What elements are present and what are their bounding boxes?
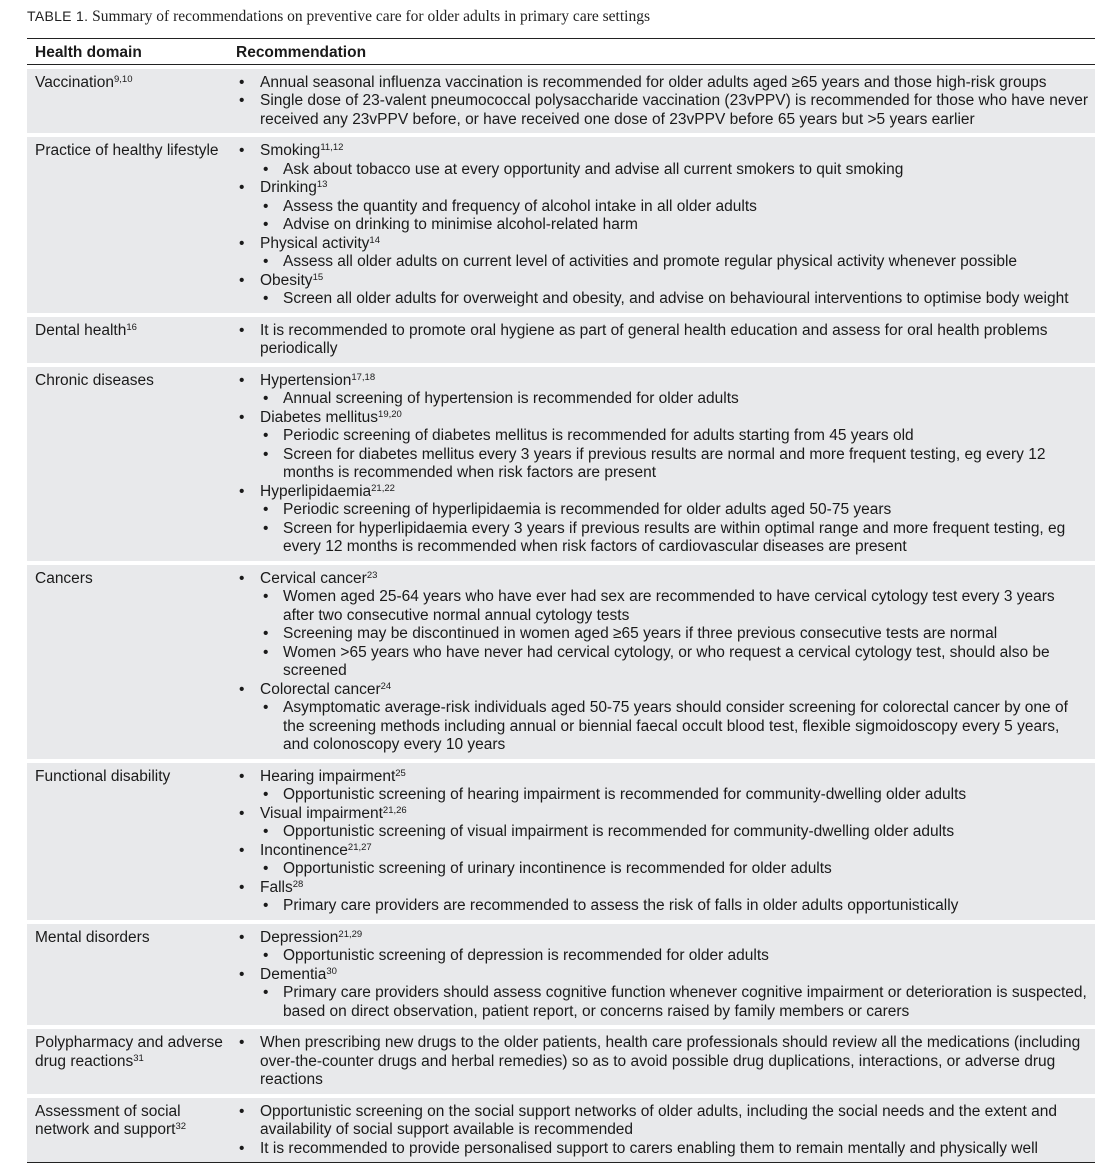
sub-recommendation-text: Assess all older adults on current level of activities and promote regular physical activity whenever possible bbox=[283, 253, 1018, 270]
table-body bbox=[27, 69, 1095, 1164]
sub-recommendation-item bbox=[260, 699, 1089, 755]
table-row bbox=[27, 137, 1095, 313]
recommendation-text: It is recommended to promote oral hygiene as part of general health education and assess for oral health problems periodically bbox=[260, 321, 1048, 357]
recommendation-item bbox=[236, 235, 1089, 272]
recommendation-cell bbox=[232, 137, 1095, 313]
recommendation-list bbox=[236, 372, 1089, 557]
recommendation-list bbox=[236, 768, 1089, 916]
sub-recommendation-item bbox=[260, 253, 1089, 272]
recommendation-item bbox=[236, 1034, 1089, 1090]
sub-recommendation-text: Opportunistic screening of hearing impairment is recommended for community-dwelling older adults bbox=[283, 786, 967, 803]
sub-recommendation-text: Asymptomatic average-risk individuals aged 50-75 years should consider screening for colorectal cancer by one of the screening methods including annual or biennial faecal occult blood test, flexible sigmoidoscopy every 5 years, and colonoscopy every 10 years bbox=[283, 699, 1068, 753]
recommendation-item bbox=[236, 142, 1089, 179]
reference-superscript: 21,29 bbox=[338, 928, 363, 940]
sub-recommendation-item bbox=[260, 427, 1089, 446]
sub-recommendation-list bbox=[260, 427, 1089, 483]
table-row bbox=[27, 1098, 1095, 1164]
sub-recommendation-text: Periodic screening of diabetes mellitus is recommended for adults starting from 45 years old bbox=[283, 427, 914, 444]
sub-recommendation-text: Annual screening of hypertension is recommended for older adults bbox=[283, 390, 739, 407]
health-domain: Vaccination bbox=[35, 73, 114, 91]
health-domain-cell bbox=[27, 1029, 232, 1094]
sub-recommendation-item bbox=[260, 390, 1089, 409]
recommendation-item bbox=[236, 879, 1089, 916]
recommendation-cell bbox=[232, 1098, 1095, 1164]
reference-superscript: 9,10 bbox=[113, 73, 133, 85]
sub-recommendation-item bbox=[260, 644, 1089, 681]
table-row bbox=[27, 69, 1095, 134]
sub-recommendation-list bbox=[260, 786, 1089, 805]
recommendation-text: Cervical cancer bbox=[260, 569, 367, 587]
recommendation-item bbox=[236, 1103, 1089, 1140]
recommendation-cell bbox=[232, 565, 1095, 759]
sub-recommendation-text: Women >65 years who have never had cervical cytology, or who request a cervical cytology test, should also be screened bbox=[283, 643, 1050, 679]
recommendation-item bbox=[236, 681, 1089, 755]
reference-superscript: 21,26 bbox=[382, 804, 407, 816]
recommendation-text: Visual impairment bbox=[260, 804, 383, 822]
recommendation-item bbox=[236, 409, 1089, 483]
sub-recommendation-item bbox=[260, 823, 1089, 842]
sub-recommendation-text: Screen all older adults for overweight and obesity, and advise on behavioural interventions to optimise body weight bbox=[283, 290, 1069, 307]
recommendation-item bbox=[236, 842, 1089, 879]
recommendation-cell bbox=[232, 317, 1095, 363]
health-domain: Assessment of social network and support bbox=[35, 1102, 181, 1138]
sub-recommendation-text: Periodic screening of hyperlipidaemia is recommended for older adults aged 50-75 years bbox=[283, 501, 892, 518]
sub-recommendation-item bbox=[260, 588, 1089, 625]
recommendation-text: Depression bbox=[260, 928, 339, 946]
sub-recommendation-item bbox=[260, 786, 1089, 805]
sub-recommendation-text: Opportunistic screening of visual impairment is recommended for community-dwelling older adults bbox=[283, 823, 955, 840]
sub-recommendation-item bbox=[260, 625, 1089, 644]
recommendation-list bbox=[236, 570, 1089, 755]
recommendation-item bbox=[236, 322, 1089, 359]
recommendation-item bbox=[236, 570, 1089, 681]
table-row bbox=[27, 367, 1095, 561]
health-domain: Chronic diseases bbox=[35, 371, 154, 389]
recommendation-item bbox=[236, 1140, 1089, 1159]
recommendation-text: Hypertension bbox=[260, 371, 352, 389]
health-domain-cell bbox=[27, 565, 232, 759]
table-row bbox=[27, 565, 1095, 759]
recommendation-list bbox=[236, 74, 1089, 130]
reference-superscript: 21,22 bbox=[371, 482, 395, 494]
table-title: Summary of recommendations on preventive care for older adults in primary care settings bbox=[92, 8, 650, 25]
recommendation-item bbox=[236, 272, 1089, 309]
recommendation-item bbox=[236, 929, 1089, 966]
health-domain-cell bbox=[27, 317, 232, 363]
sub-recommendation-text: Primary care providers should assess cognitive function whenever cognitive impairment or deterioration is suspected, based on direct observation, patient report, or concerns raised by family members or carers bbox=[283, 984, 1087, 1020]
sub-recommendation-text: Screening may be discontinued in women aged ≥65 years if three previous consecutive tests are normal bbox=[283, 625, 998, 642]
sub-recommendation-list bbox=[260, 897, 1089, 916]
reference-superscript: 16 bbox=[126, 321, 137, 333]
sub-recommendation-item bbox=[260, 520, 1089, 557]
recommendation-item bbox=[236, 179, 1089, 235]
recommendation-text: Annual seasonal influenza vaccination is recommended for older adults aged ≥65 years and those high-risk groups bbox=[260, 73, 1047, 91]
table-row bbox=[27, 924, 1095, 1026]
reference-superscript: 30 bbox=[326, 965, 337, 977]
sub-recommendation-list bbox=[260, 588, 1089, 681]
recommendation-text: Diabetes mellitus bbox=[260, 408, 379, 426]
recommendation-cell bbox=[232, 69, 1095, 134]
reference-superscript: 24 bbox=[380, 680, 392, 692]
health-domain-cell bbox=[27, 367, 232, 561]
recommendation-text: Smoking bbox=[260, 142, 321, 159]
sub-recommendation-text: Opportunistic screening of urinary incontinence is recommended for older adults bbox=[283, 860, 832, 877]
recommendation-item bbox=[236, 768, 1089, 805]
sub-recommendation-list bbox=[260, 290, 1089, 309]
health-domain: Functional disability bbox=[35, 767, 171, 785]
sub-recommendation-text: Ask about tobacco use at every opportunity and advise all current smokers to quit smoking bbox=[283, 160, 904, 178]
reference-superscript: 28 bbox=[292, 878, 304, 890]
sub-recommendation-list bbox=[260, 947, 1089, 966]
recommendation-text: Colorectal cancer bbox=[260, 680, 381, 698]
sub-recommendation-item bbox=[260, 216, 1089, 235]
sub-recommendation-list bbox=[260, 860, 1089, 879]
recommendation-text: It is recommended to provide personalised support to carers enabling them to remain mentally and physically well bbox=[260, 1139, 1038, 1157]
recommendations-table bbox=[27, 34, 1095, 1167]
sub-recommendation-text: Opportunistic screening of depression is recommended for older adults bbox=[283, 947, 769, 964]
sub-recommendation-list bbox=[260, 390, 1089, 409]
recommendation-text: When prescribing new drugs to the older patients, health care professionals should review all the medications (including over-the-counter drugs and herbal remedies) so as to avoid possible drug duplications, interactions, or adverse drug reactions bbox=[260, 1034, 1081, 1088]
health-domain-cell bbox=[27, 763, 232, 920]
health-domain-cell bbox=[27, 1098, 232, 1164]
recommendation-text: Incontinence bbox=[260, 841, 348, 859]
sub-recommendation-text: Assess the quantity and frequency of alcohol intake in all older adults bbox=[283, 197, 757, 215]
health-domain: Polypharmacy and adverse drug reactions bbox=[35, 1034, 223, 1070]
recommendation-item bbox=[236, 483, 1089, 557]
reference-superscript: 25 bbox=[395, 767, 406, 779]
health-domain: Mental disorders bbox=[35, 928, 150, 946]
table-row bbox=[27, 1029, 1095, 1094]
reference-superscript: 17,18 bbox=[351, 371, 376, 383]
sub-recommendation-item bbox=[260, 446, 1089, 483]
table-row bbox=[27, 763, 1095, 920]
recommendation-text: Physical activity bbox=[260, 234, 370, 252]
recommendation-text: Drinking bbox=[260, 179, 317, 196]
sub-recommendation-list bbox=[260, 823, 1089, 842]
sub-recommendation-item bbox=[260, 290, 1089, 309]
sub-recommendation-list bbox=[260, 984, 1089, 1021]
header-row bbox=[27, 38, 1095, 65]
sub-recommendation-text: Screen for diabetes mellitus every 3 years if previous results are normal and more frequent testing, eg every 12 months is recommended when risk factors are present bbox=[283, 445, 1046, 481]
recommendation-text: Hearing impairment bbox=[260, 767, 396, 785]
sub-recommendation-item bbox=[260, 860, 1089, 879]
reference-superscript: 19,20 bbox=[378, 408, 402, 420]
health-domain: Practice of healthy lifestyle bbox=[35, 142, 219, 159]
reference-superscript: 31 bbox=[133, 1052, 144, 1064]
recommendation-list bbox=[236, 322, 1089, 359]
recommendation-cell bbox=[232, 924, 1095, 1026]
sub-recommendation-item bbox=[260, 161, 1089, 180]
reference-superscript: 14 bbox=[369, 234, 380, 246]
recommendation-text: Hyperlipidaemia bbox=[260, 482, 372, 500]
table-row bbox=[27, 317, 1095, 363]
recommendation-text: Opportunistic screening on the social support networks of older adults, including the social needs and the extent and availability of social support available is recommended bbox=[260, 1102, 1058, 1138]
recommendation-item bbox=[236, 92, 1089, 129]
reference-superscript: 21,27 bbox=[347, 841, 372, 853]
sub-recommendation-list bbox=[260, 501, 1089, 557]
table-caption bbox=[27, 8, 650, 26]
reference-superscript: 11,12 bbox=[320, 142, 344, 153]
reference-superscript: 13 bbox=[316, 179, 328, 190]
recommendation-list bbox=[236, 142, 1089, 309]
sub-recommendation-item bbox=[260, 897, 1089, 916]
recommendation-text: Falls bbox=[260, 878, 293, 896]
header-health-domain: Health domain bbox=[27, 38, 232, 65]
reference-superscript: 23 bbox=[366, 569, 378, 581]
sub-recommendation-item bbox=[260, 501, 1089, 520]
sub-recommendation-list bbox=[260, 161, 1089, 180]
sub-recommendation-text: Screen for hyperlipidaemia every 3 years if previous results are within optimal range and more frequent testing, eg every 12 months is recommended when risk factors of cardiovascular diseases are present bbox=[283, 519, 1066, 555]
recommendation-text: Obesity bbox=[260, 271, 313, 289]
recommendation-text: Single dose of 23-valent pneumococcal polysaccharide vaccination (23vPPV) is recommended for those who have never received any 23vPPV before, or have received one dose of 23vPPV before 65 years but >5 years earlier bbox=[260, 92, 1088, 128]
health-domain-cell bbox=[27, 69, 232, 134]
sub-recommendation-text: Advise on drinking to minimise alcohol-related harm bbox=[283, 216, 638, 233]
header-recommendation: Recommendation bbox=[232, 38, 1095, 65]
sub-recommendation-item bbox=[260, 947, 1089, 966]
sub-recommendation-list bbox=[260, 253, 1089, 272]
health-domain: Dental health bbox=[35, 321, 127, 339]
recommendation-list bbox=[236, 1103, 1089, 1159]
reference-superscript: 15 bbox=[312, 271, 324, 283]
reference-superscript: 32 bbox=[175, 1121, 187, 1132]
sub-recommendation-list bbox=[260, 699, 1089, 755]
recommendation-item bbox=[236, 966, 1089, 1022]
table-label: TABLE 1. bbox=[27, 8, 89, 24]
recommendation-item bbox=[236, 805, 1089, 842]
sub-recommendation-text: Primary care providers are recommended to assess the risk of falls in older adults opportunistically bbox=[283, 897, 959, 914]
sub-recommendation-item bbox=[260, 198, 1089, 217]
recommendation-text: Dementia bbox=[260, 965, 327, 983]
sub-recommendation-text: Women aged 25-64 years who have ever had sex are recommended to have cervical cytology test every 3 years after two consecutive normal annual cytology tests bbox=[283, 588, 1055, 624]
recommendation-cell bbox=[232, 367, 1095, 561]
sub-recommendation-item bbox=[260, 984, 1089, 1021]
health-domain-cell bbox=[27, 137, 232, 313]
recommendation-list bbox=[236, 1034, 1089, 1090]
recommendation-item bbox=[236, 74, 1089, 93]
recommendation-cell bbox=[232, 763, 1095, 920]
recommendation-list bbox=[236, 929, 1089, 1022]
recommendation-cell bbox=[232, 1029, 1095, 1094]
sub-recommendation-list bbox=[260, 198, 1089, 235]
recommendation-item bbox=[236, 372, 1089, 409]
health-domain: Cancers bbox=[35, 569, 93, 587]
health-domain-cell bbox=[27, 924, 232, 1026]
